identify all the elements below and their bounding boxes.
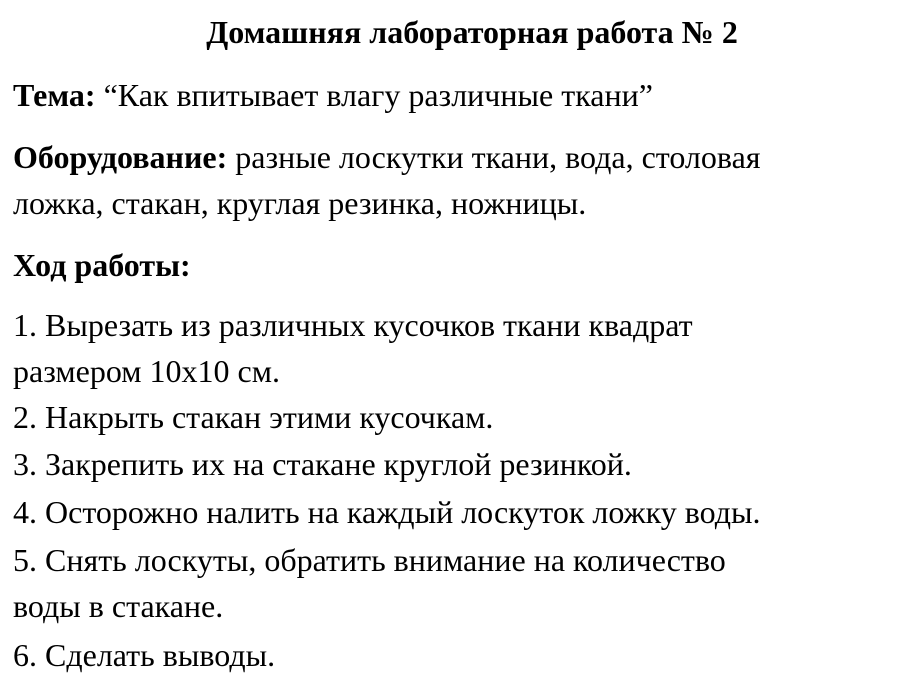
equipment-text-line-1: разные лоскутки ткани, вода, столовая <box>235 139 761 175</box>
procedure-step-line: 5. Снять лоскуты, обратить внимание на количество <box>13 542 726 578</box>
equipment-text-line-2: ложка, стакан, круглая резинка, ножницы. <box>13 185 587 221</box>
procedure-step-line: размером 10х10 см. <box>13 353 280 389</box>
procedure-step-line: воды в стакане. <box>13 588 224 624</box>
document-title: Домашняя лабораторная работа № 2 <box>206 14 738 50</box>
procedure-step-line: 1. Вырезать из различных кусочков ткани квадрат <box>13 307 693 343</box>
procedure-step-line: 3. Закрепить их на стакане круглой резинкой. <box>13 446 632 482</box>
topic-text: “Как впитывает влагу различные ткани” <box>103 77 653 113</box>
procedure-step-line: 2. Накрыть стакан этими кусочкам. <box>13 399 494 435</box>
procedure-step-line: 4. Осторожно налить на каждый лоскуток ложку воды. <box>13 494 761 530</box>
topic-label: Тема: <box>13 77 96 113</box>
equipment-line <box>13 137 761 177</box>
procedure-step-line: 6. Сделать выводы. <box>13 637 276 673</box>
topic-line <box>13 75 653 115</box>
equipment-label: Оборудование: <box>13 139 228 175</box>
procedure-heading: Ход работы: <box>13 247 191 283</box>
